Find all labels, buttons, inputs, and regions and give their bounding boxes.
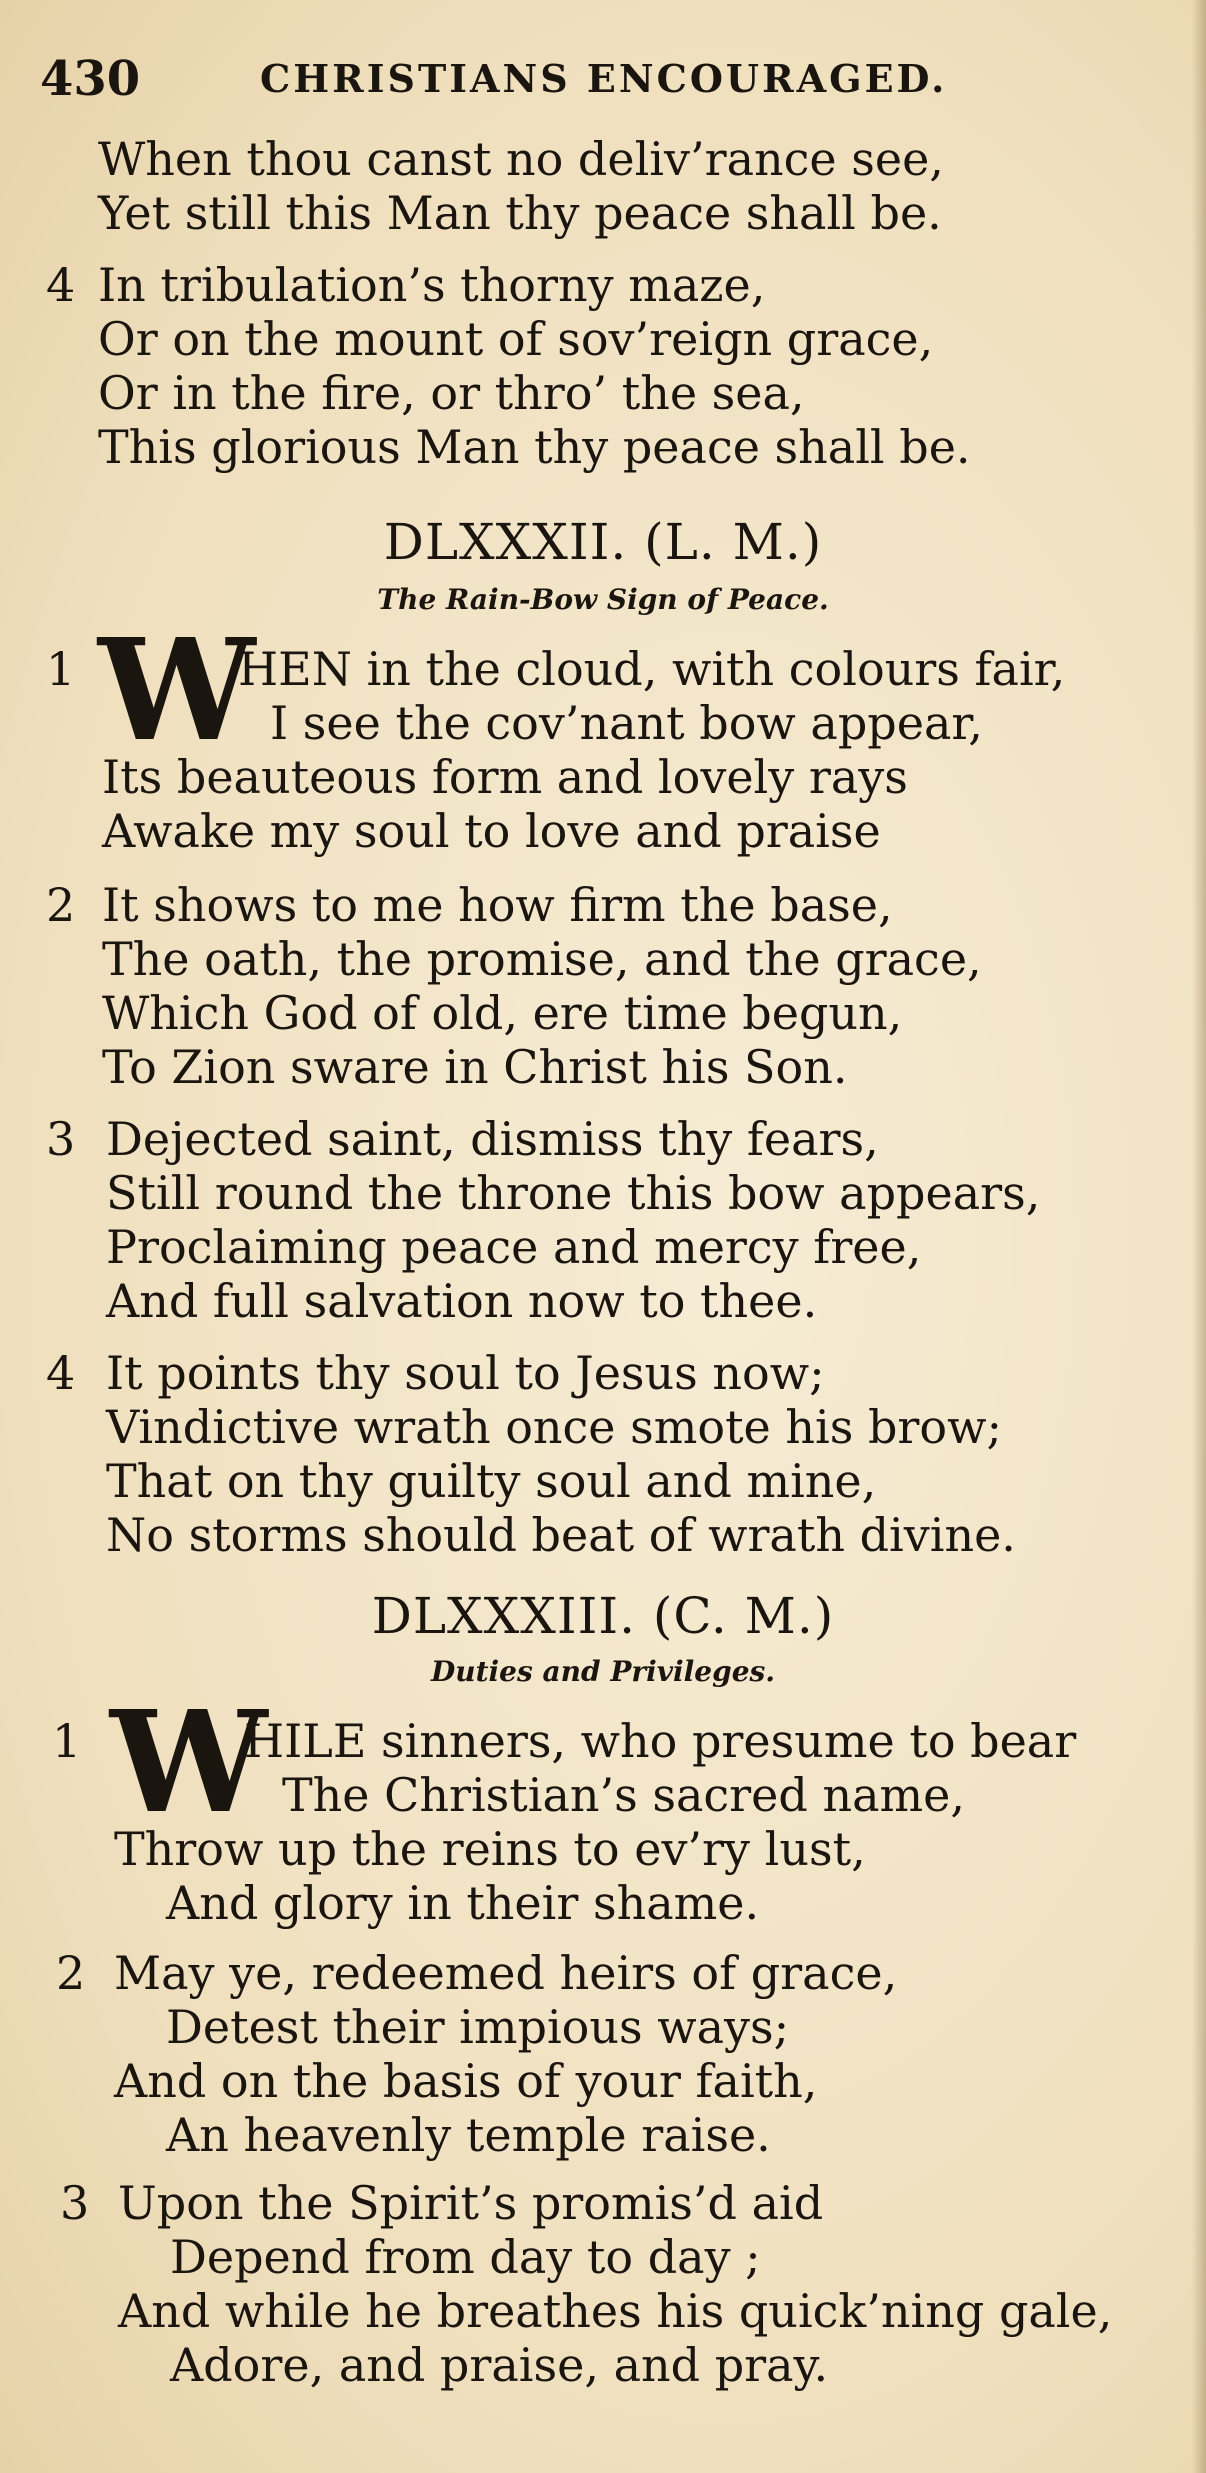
running-title: CHRISTIANS ENCOURAGED. — [260, 56, 948, 101]
verse-number: 4 — [46, 1346, 76, 1400]
verse-line: And while he breathes his quick’ning gale, — [118, 2284, 1113, 2338]
hymn-subtitle: The Rain-Bow Sign of Peace. — [377, 583, 829, 616]
verse-number: 4 — [46, 258, 76, 312]
verse-line: Which God of old, ere time begun, — [102, 986, 903, 1040]
verse-line: Still round the throne this bow appears, — [106, 1166, 1041, 1220]
verse-line: No storms should beat of wrath divine. — [106, 1508, 1016, 1562]
hymn-title: DLXXXIII. (C. M.) — [371, 1587, 835, 1645]
verse-line: In tribulation’s thorny maze, — [98, 258, 766, 312]
verse-number: 1 — [52, 1714, 82, 1768]
verse-line: It points thy soul to Jesus now; — [106, 1346, 825, 1400]
verse-line: The Christian’s sacred name, — [282, 1768, 965, 1822]
drop-cap: W — [98, 609, 256, 773]
verse-line: An heavenly temple raise. — [166, 2108, 771, 2162]
hymn-subtitle: Duties and Privileges. — [430, 1655, 776, 1688]
verse-line: Depend from day to day ; — [170, 2230, 761, 2284]
verse-line: HILE sinners, who presume to bear — [244, 1714, 1077, 1768]
drop-cap: W — [110, 1681, 268, 1845]
verse-line: Vindictive wrath once smote his brow; — [106, 1400, 1002, 1454]
verse-line: Proclaiming peace and mercy free, — [106, 1220, 922, 1274]
verse-line: Dejected saint, dismiss thy fears, — [106, 1112, 879, 1166]
verse-line: That on thy guilty soul and mine, — [106, 1454, 877, 1508]
verse-line: And on the basis of your faith, — [114, 2054, 818, 2108]
verse-line: Detest their impious ways; — [166, 2000, 790, 2054]
verse-number: 1 — [46, 642, 76, 696]
verse-line: Or on the mount of sov’reign grace, — [98, 312, 934, 366]
verse-line: To Zion sware in Christ his Son. — [102, 1040, 848, 1094]
hymn-title: DLXXXII. (L. M.) — [383, 513, 823, 571]
verse-line: Throw up the reins to ev’ry lust, — [114, 1822, 866, 1876]
verse-line: This glorious Man thy peace shall be. — [98, 420, 971, 474]
verse-line: And glory in their shame. — [166, 1876, 760, 1930]
verse-line: Awake my soul to love and praise — [102, 804, 881, 858]
page-header — [40, 44, 1140, 114]
continuation-line: Yet still this Man thy peace shall be. — [98, 186, 942, 240]
verse-line: Its beauteous form and lovely rays — [102, 750, 908, 804]
page-edge-shadow — [1192, 0, 1206, 2473]
verse-line: I see the cov’nant bow appear, — [270, 696, 983, 750]
verse-line: Adore, and praise, and pray. — [170, 2338, 829, 2392]
verse-number: 3 — [60, 2176, 90, 2230]
verse-line: Upon the Spirit’s promis’d aid — [118, 2176, 824, 2230]
continuation-line: When thou canst no deliv’rance see, — [98, 132, 944, 186]
verse-number: 3 — [46, 1112, 76, 1166]
verse-line: And full salvation now to thee. — [106, 1274, 818, 1328]
verse-number: 2 — [56, 1946, 86, 2000]
verse-line: The oath, the promise, and the grace, — [102, 932, 982, 986]
page-number: 430 — [40, 51, 141, 107]
verse-number: 2 — [46, 878, 76, 932]
verse-line: HEN in the cloud, with colours fair, — [238, 642, 1066, 696]
verse-line: May ye, redeemed heirs of grace, — [114, 1946, 898, 2000]
verse-line: Or in the fire, or thro’ the sea, — [98, 366, 805, 420]
verse-line: It shows to me how firm the base, — [102, 878, 893, 932]
